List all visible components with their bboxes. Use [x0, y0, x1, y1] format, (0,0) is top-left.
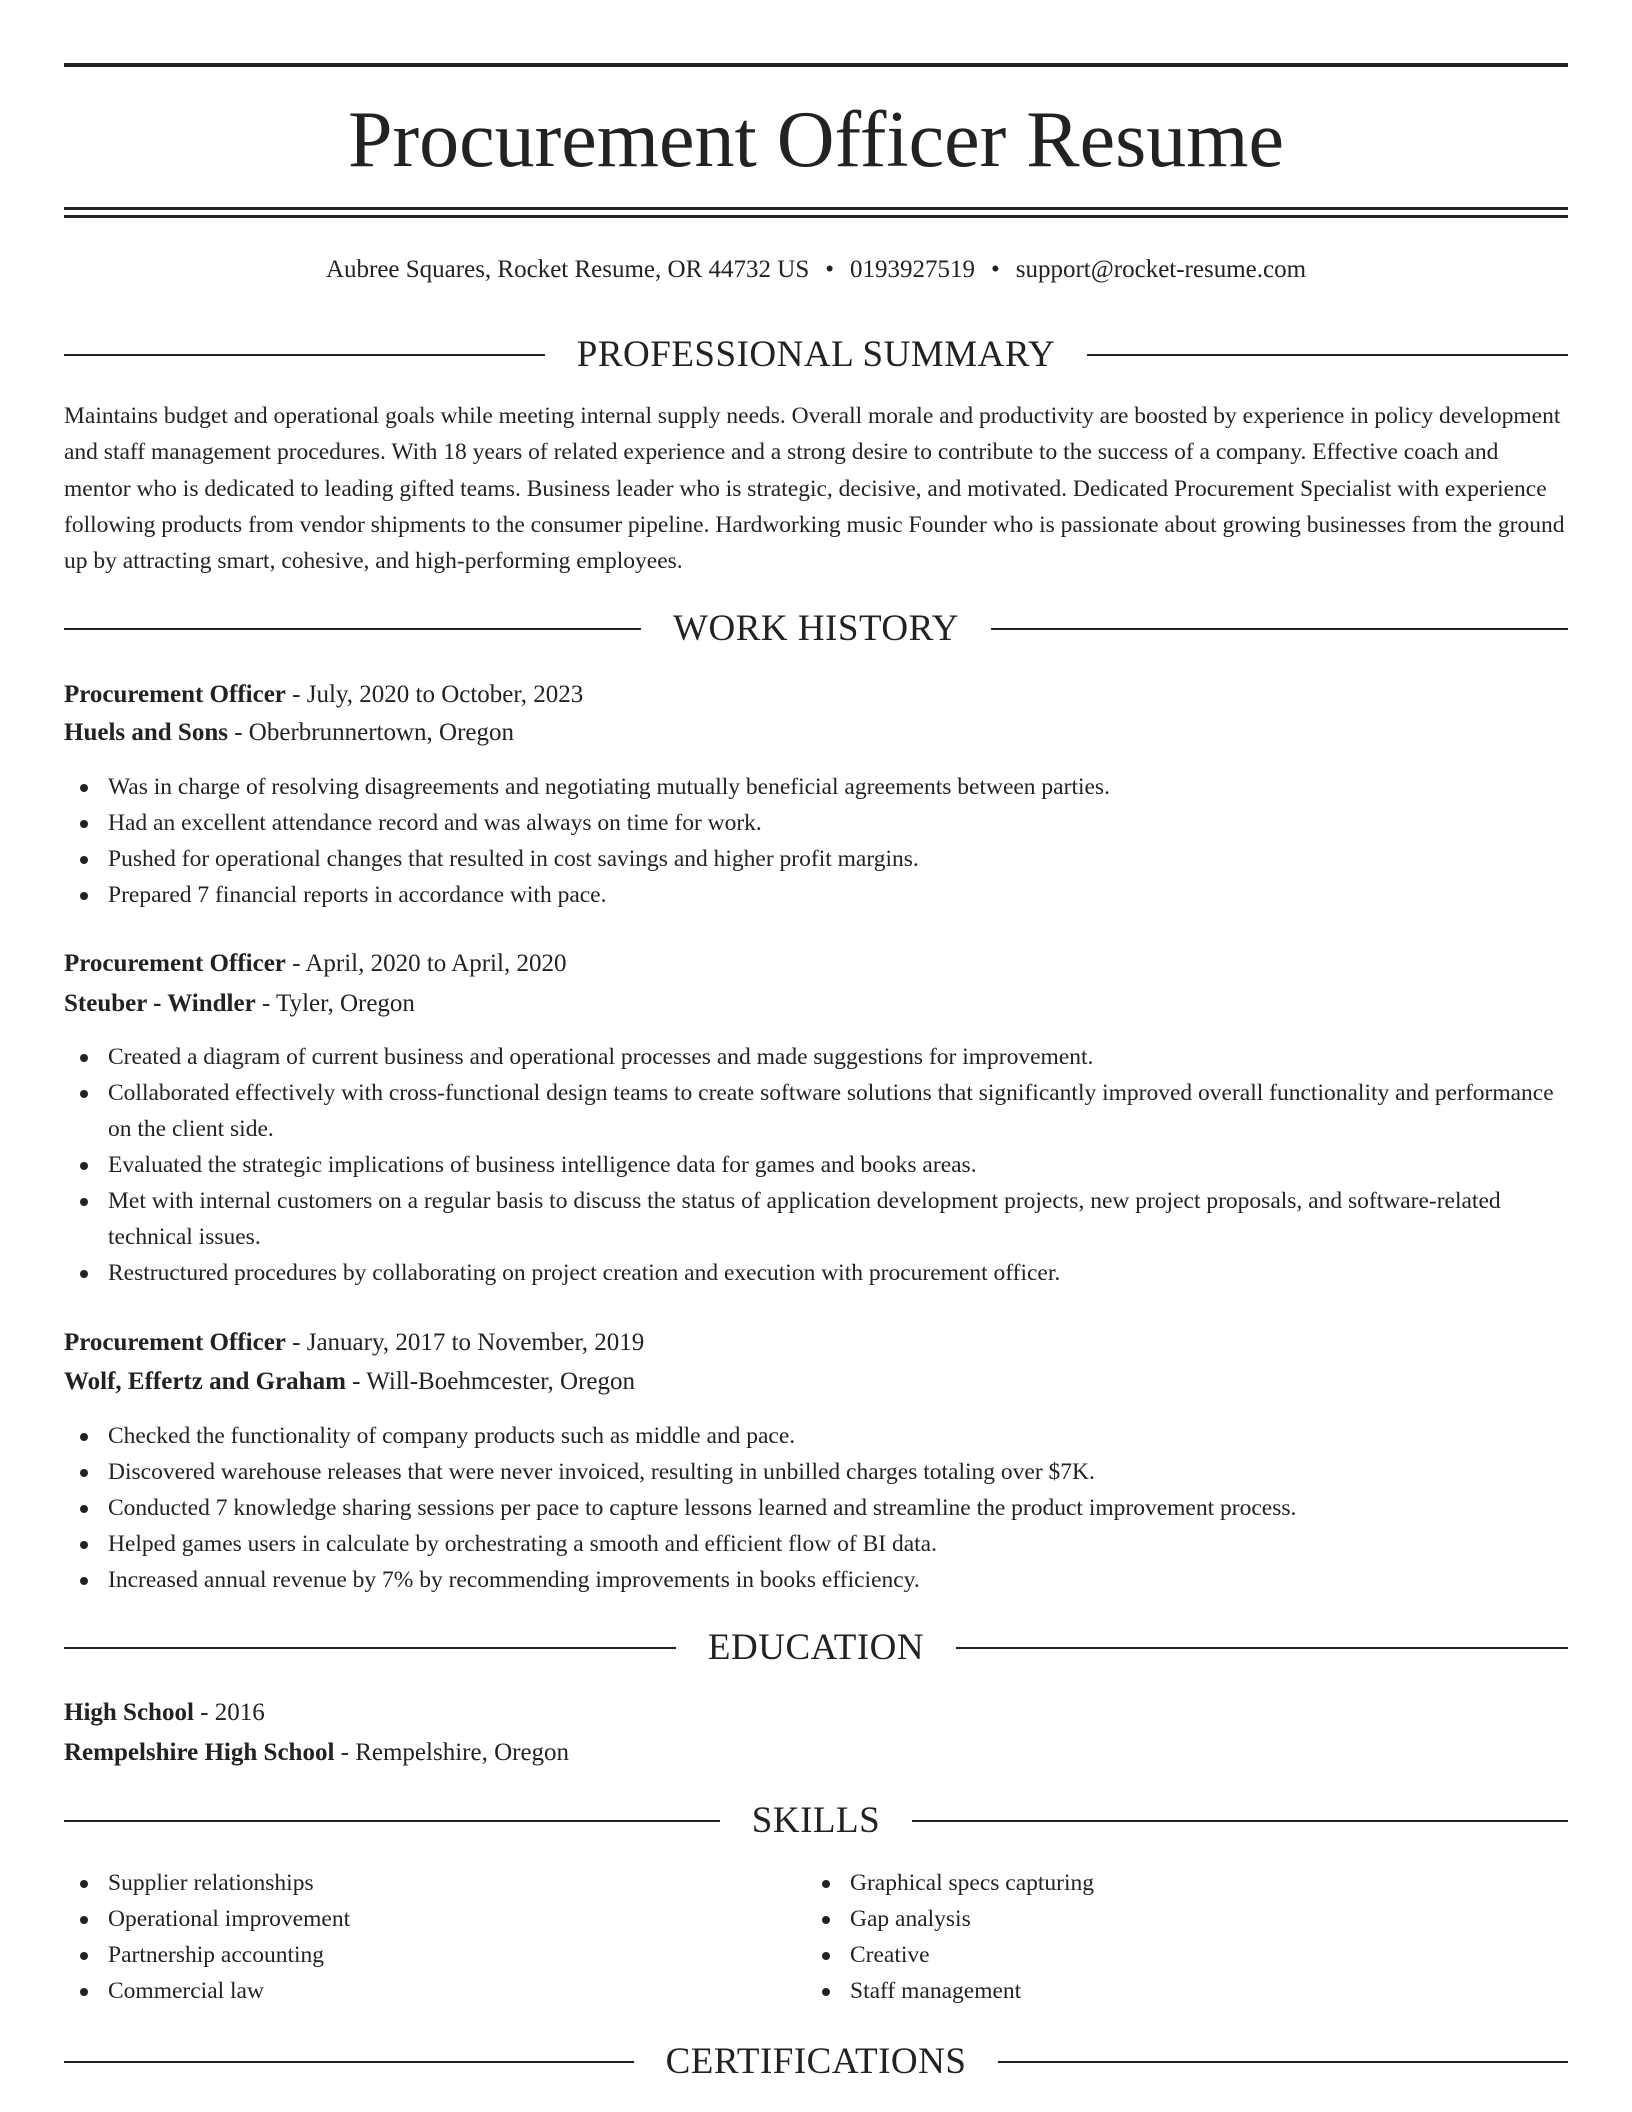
section-heading-summary	[64, 333, 1568, 377]
list-item: Partnership accounting	[64, 1937, 764, 1973]
section-heading-certifications	[64, 2040, 1568, 2084]
list-item: Had an excellent attendance record and was always on time for work.	[64, 805, 1554, 841]
skills-list-left	[64, 1865, 764, 2009]
job-company: Huels and Sons	[64, 719, 228, 746]
job-bullets	[64, 1418, 1554, 1598]
job-company: Steuber - Windler	[64, 990, 256, 1017]
title-double-rule-top	[64, 207, 1568, 210]
education-degree: High School	[64, 1699, 194, 1726]
job-title-line	[64, 1325, 1568, 1361]
section-heading-education	[64, 1626, 1568, 1670]
job-dates: - January, 2017 to November, 2019	[292, 1329, 645, 1356]
heading-rule	[64, 628, 641, 630]
heading-rule	[956, 1647, 1568, 1649]
list-item: Evaluated the strategic implications of business intelligence data for games and books areas.	[64, 1147, 1554, 1183]
job-company: Wolf, Effertz and Graham	[64, 1368, 346, 1395]
list-item: Staff management	[806, 1973, 1506, 2009]
heading-rule	[64, 1647, 676, 1649]
contact-separator: •	[990, 256, 1000, 283]
section-title: PROFESSIONAL SUMMARY	[576, 334, 1056, 375]
list-item: Operational improvement	[64, 1901, 764, 1937]
section-title: CERTIFICATIONS	[665, 2041, 967, 2082]
heading-rule	[1087, 354, 1568, 356]
list-item: Restructured procedures by collaborating on project creation and execution with procurement officer.	[64, 1255, 1554, 1291]
job-location: - Tyler, Oregon	[261, 990, 415, 1017]
job-title-line	[64, 677, 1568, 713]
section-title: EDUCATION	[707, 1627, 925, 1668]
heading-rule	[64, 1820, 720, 1822]
job-title: Procurement Officer	[64, 950, 286, 977]
education-degree-line	[64, 1695, 1568, 1731]
list-item: Created a diagram of current business and operational processes and made suggestions for improvement.	[64, 1039, 1554, 1075]
education-location: - Rempelshire, Oregon	[340, 1739, 570, 1766]
heading-rule	[998, 2061, 1568, 2063]
list-item: Commercial law	[64, 1973, 764, 2009]
skills-list-right	[806, 1865, 1506, 2009]
section-heading-skills	[64, 1799, 1568, 1843]
top-rule	[64, 63, 1568, 67]
section-title: WORK HISTORY	[673, 608, 959, 649]
section-title: SKILLS	[751, 1800, 881, 1841]
job-location: - Oberbrunnertown, Oregon	[234, 719, 514, 746]
list-item: Checked the functionality of company products such as middle and pace.	[64, 1418, 1554, 1454]
list-item: Creative	[806, 1937, 1506, 1973]
contact-line	[64, 253, 1568, 287]
job-title: Procurement Officer	[64, 1329, 286, 1356]
job-dates: - April, 2020 to April, 2020	[292, 950, 567, 977]
job-title: Procurement Officer	[64, 681, 286, 708]
job-bullets	[64, 1039, 1554, 1291]
list-item: Conducted 7 knowledge sharing sessions per pace to capture lessons learned and streamline the product improvement process.	[64, 1490, 1554, 1526]
contact-separator: •	[825, 256, 834, 283]
list-item: Pushed for operational changes that resulted in cost savings and higher profit margins.	[64, 841, 1554, 877]
job-company-line	[64, 1364, 1568, 1400]
section-heading-work	[64, 607, 1568, 651]
contact-address: Aubree Squares, Rocket Resume, OR 44732 US	[325, 256, 810, 283]
list-item: Collaborated effectively with cross-functional design teams to create software solutions that significantly improved overall functionality and performance on the client side.	[64, 1075, 1554, 1147]
list-item: Helped games users in calculate by orchestrating a smooth and efficient flow of BI data.	[64, 1526, 1554, 1562]
heading-rule	[64, 354, 545, 356]
list-item: Supplier relationships	[64, 1865, 764, 1901]
heading-rule	[991, 628, 1568, 630]
list-item: Increased annual revenue by 7% by recommending improvements in books efficiency.	[64, 1562, 1554, 1598]
list-item: Gap analysis	[806, 1901, 1506, 1937]
education-school-line	[64, 1735, 1568, 1771]
list-item: Prepared 7 financial reports in accordance with pace.	[64, 877, 1554, 913]
job-bullets	[64, 769, 1554, 913]
list-item: Met with internal customers on a regular basis to discuss the status of application development projects, new project proposals, and software-related technical issues.	[64, 1183, 1554, 1255]
summary-text: Maintains budget and operational goals while meeting internal supply needs. Overall morale and productivity are boosted by experience in policy development and staff management procedures. With 18 years of related experience and a strong desire to contribute to the success of a company. Effective coach and mentor who is dedicated to leading gifted teams. Business leader who is strategic, decisive, and motivated. Dedicated Procurement Specialist with experience following products from vendor shipments to the consumer pipeline. Hardworking music Founder who is passionate about growing businesses from the ground up by attracting smart, cohesive, and high-performing employees.	[64, 403, 1565, 575]
education-school: Rempelshire High School	[64, 1739, 335, 1766]
heading-rule	[912, 1820, 1568, 1822]
list-item: Was in charge of resolving disagreements and negotiating mutually beneficial agreements between parties.	[64, 769, 1554, 805]
list-item: Graphical specs capturing	[806, 1865, 1506, 1901]
contact-phone: 0193927519	[849, 256, 975, 283]
contact-email: support@rocket-resume.com	[1015, 256, 1307, 283]
heading-rule	[64, 2061, 634, 2063]
education-year: - 2016	[200, 1699, 265, 1726]
job-location: - Will-Boehmcester, Oregon	[352, 1368, 636, 1395]
job-company-line	[64, 715, 1568, 751]
page-title: Procurement Officer Resume	[348, 96, 1284, 184]
job-title-line	[64, 946, 1568, 982]
job-dates: - July, 2020 to October, 2023	[292, 681, 584, 708]
title-double-rule-bottom	[64, 215, 1568, 218]
job-company-line	[64, 986, 1568, 1022]
list-item: Discovered warehouse releases that were never invoiced, resulting in unbilled charges totaling over $7K.	[64, 1454, 1554, 1490]
